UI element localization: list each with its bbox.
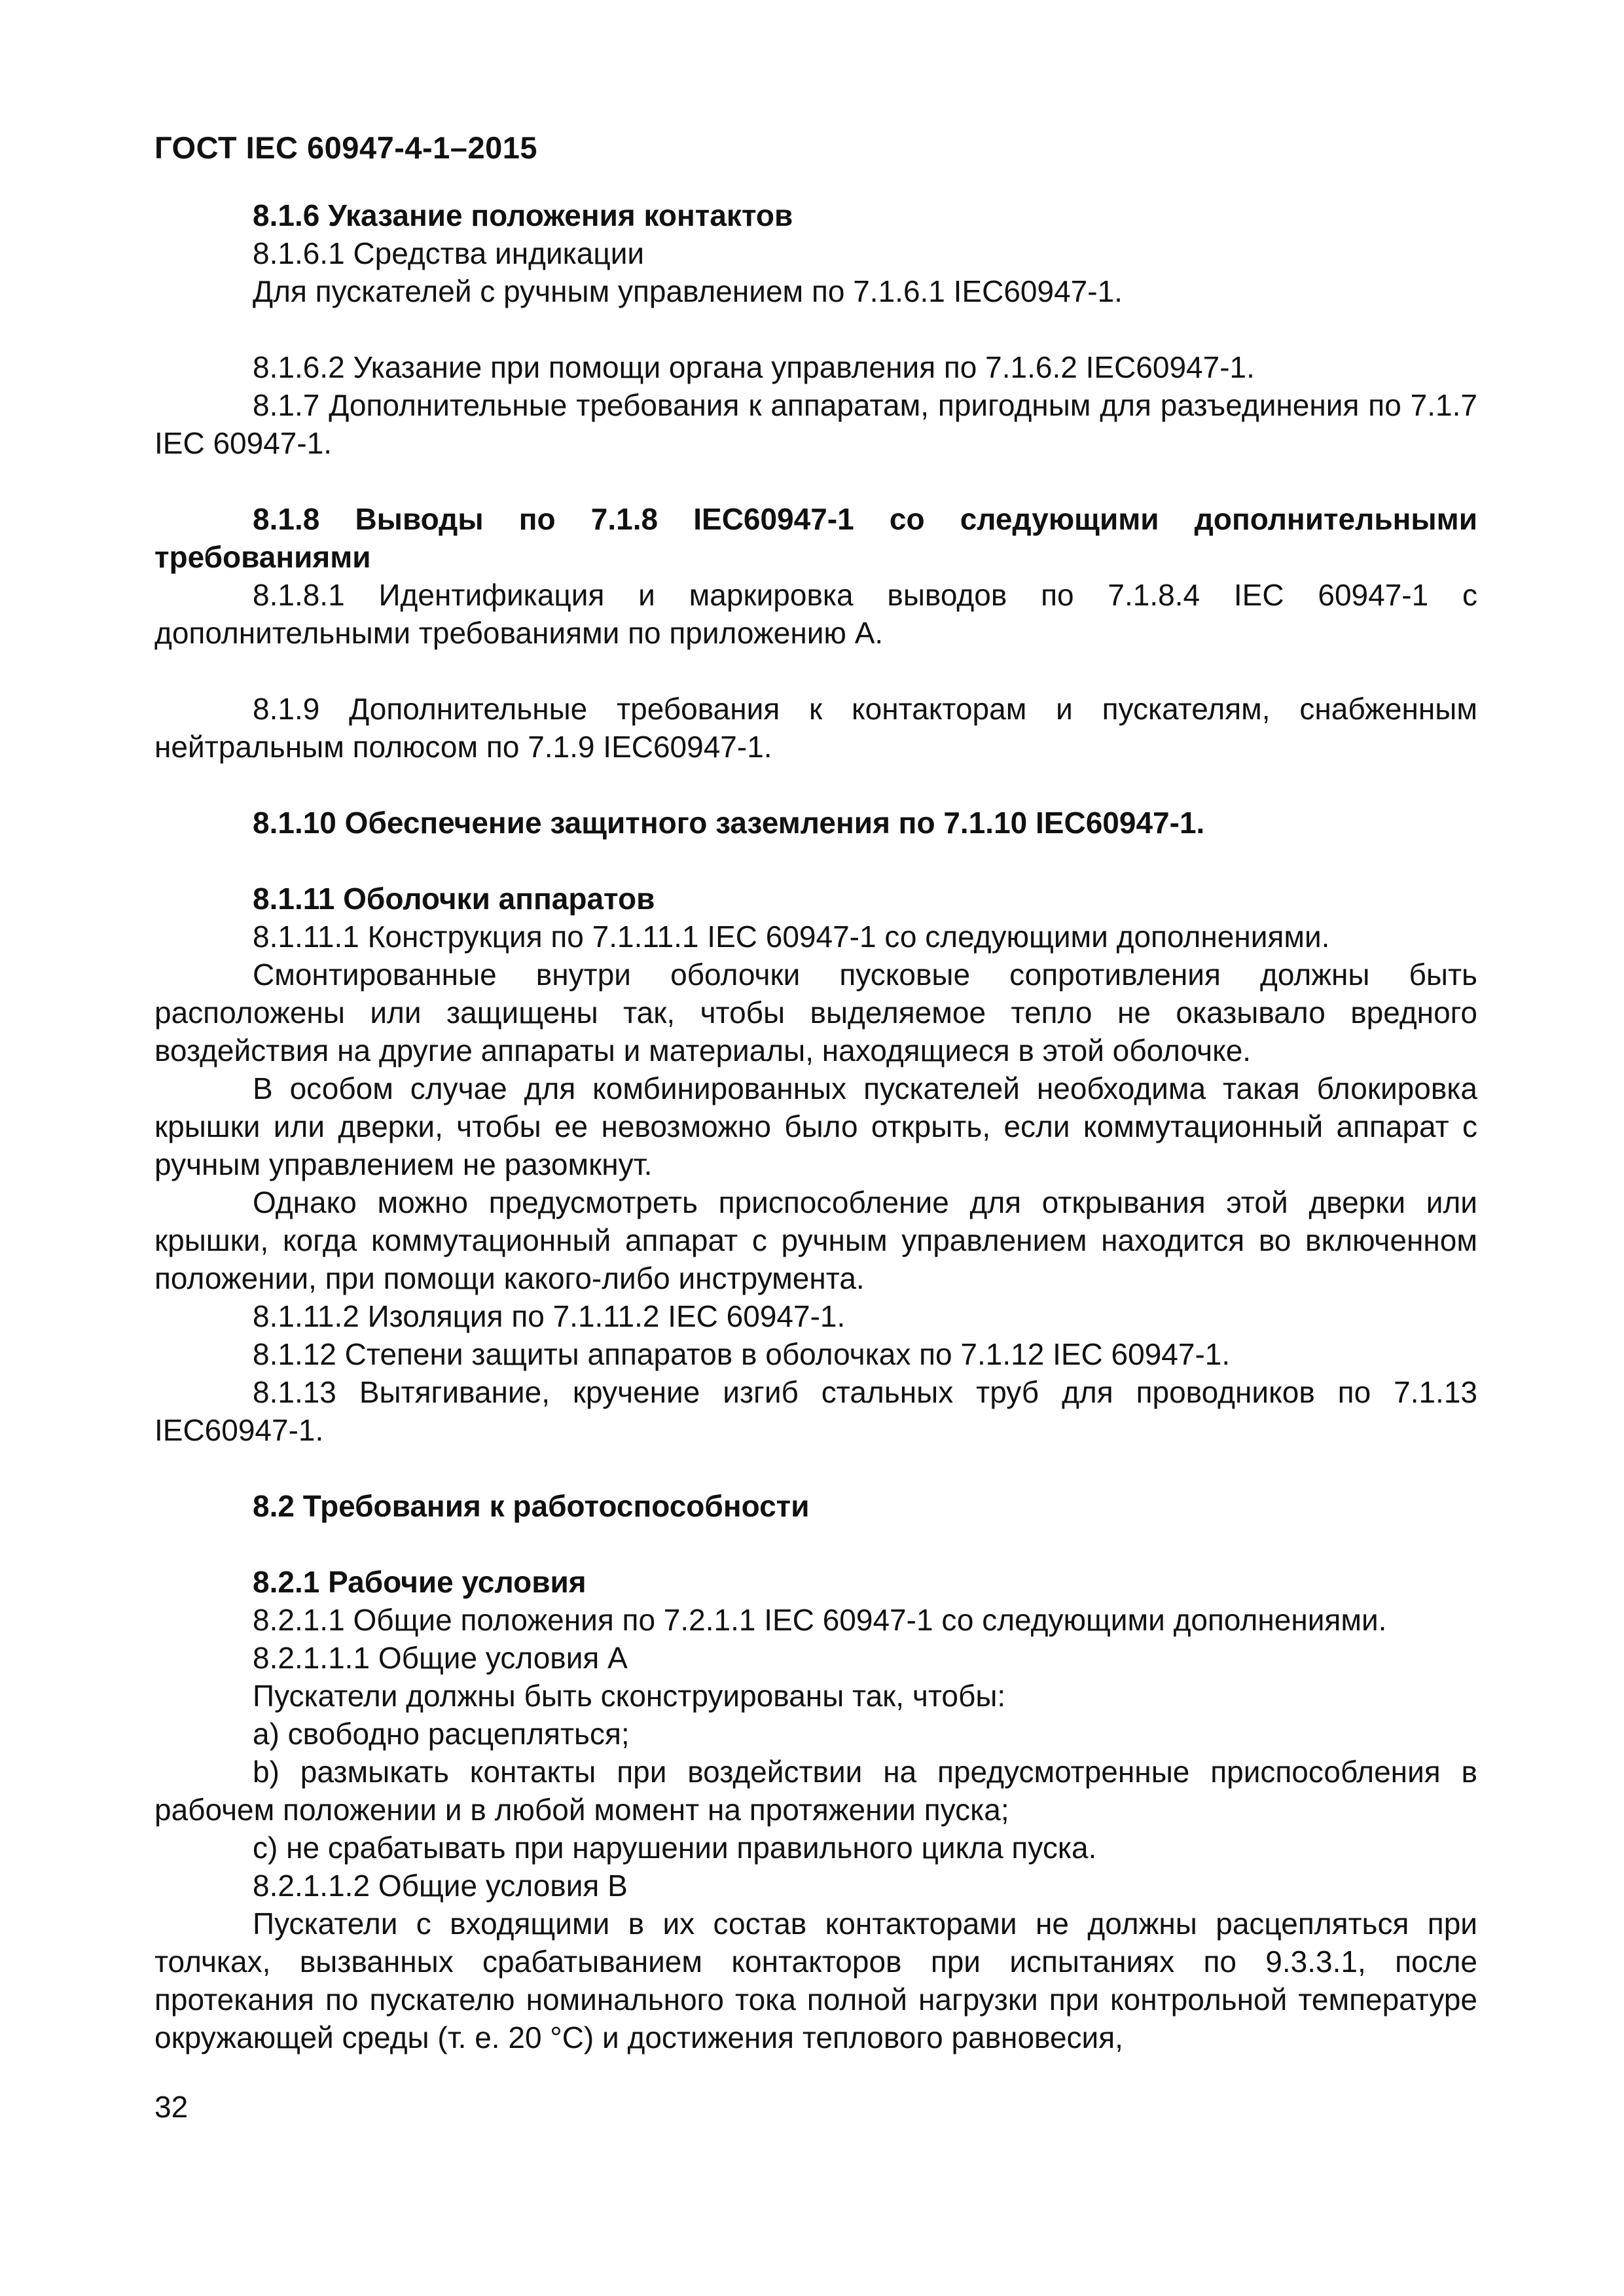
paragraph-gap	[154, 766, 1477, 804]
paragraph: a) свободно расцепляться;	[253, 1717, 630, 1751]
paragraph: 8.1.11.2 Изоляция по 7.1.11.2 IEC 60947-1.	[253, 1299, 846, 1333]
section-heading: 8.1.10 Обеспечение защитного заземления по 7.1.10 IEC60947-1.	[253, 806, 1205, 840]
document-header: ГОСТ IEC 60947-4-1–2015	[154, 130, 538, 165]
paragraph: Смонтированные внутри оболочки пусковые сопротивления должны быть расположены или защищены так, чтобы выделяемое тепло не оказывало вредного воздействия на другие аппараты и материалы, находящиеся в этой оболочке.	[154, 958, 1477, 1067]
paragraph-gap	[154, 310, 1477, 348]
paragraph-gap	[154, 1525, 1477, 1563]
paragraph-gap	[154, 462, 1477, 500]
paragraph: Пускатели должны быть сконструированы так, чтобы:	[253, 1679, 1006, 1713]
paragraph: 8.1.13 Вытягивание, кручение изгиб стальных труб для проводников по 7.1.13 IEC60947-1.	[154, 1375, 1477, 1447]
paragraph: 8.2.1.1.1 Общие условия А	[253, 1641, 628, 1675]
paragraph: В особом случае для комбинированных пускателей необходима такая блокировка крышки или дверки, чтобы ее невозможно было открыть, если коммутационный аппарат с ручным управлением не разомкнут.	[154, 1071, 1477, 1181]
paragraph-gap	[154, 842, 1477, 880]
page-number: 32	[154, 2090, 189, 2124]
paragraph: 8.2.1.1.2 Общие условия В	[253, 1869, 628, 1903]
section-heading: 8.1.8 Выводы по 7.1.8 IEC60947-1 со следующими дополнительными требованиями	[154, 502, 1477, 574]
paragraph-gap	[154, 652, 1477, 690]
paragraph: 8.1.6.2 Указание при помощи органа управления по 7.1.6.2 IEC60947-1.	[253, 350, 1255, 384]
paragraph-gap	[154, 1449, 1477, 1487]
paragraph: Для пускателей с ручным управлением по 7.1.6.1 IEC60947-1.	[253, 274, 1123, 308]
paragraph: 8.1.7 Дополнительные требования к аппаратам, пригодным для разъединения по 7.1.7 IEC 60947-1.	[154, 388, 1477, 460]
paragraph: Однако можно предусмотреть приспособление для открывания этой дверки или крышки, когда коммутационный аппарат с ручным управлением находится во включенном положении, при помощи какого-либо инструмента.	[154, 1185, 1477, 1295]
section-heading: 8.2.1 Рабочие условия	[253, 1565, 586, 1599]
paragraph: 8.2.1.1 Общие положения по 7.2.1.1 IEC 60947-1 со следующими дополнениями.	[253, 1603, 1387, 1637]
paragraph: b) размыкать контакты при воздействии на предусмотренные приспособления в рабочем положении и в любой момент на протяжении пуска;	[154, 1755, 1477, 1827]
paragraph: 8.1.11.1 Конструкция по 7.1.11.1 IEC 60947-1 со следующими дополнениями.	[253, 920, 1330, 954]
paragraph: c) не срабатывать при нарушении правильного цикла пуска.	[253, 1831, 1097, 1865]
paragraph: 8.1.8.1 Идентификация и маркировка выводов по 7.1.8.4 IEC 60947-1 с дополнительными требованиями по приложению А.	[154, 578, 1477, 650]
section-heading: 8.1.11 Оболочки аппаратов	[253, 882, 655, 916]
section-heading: 8.2 Требования к работоспособности	[253, 1489, 810, 1523]
document-body	[154, 196, 1477, 2056]
section-heading: 8.1.6 Указание положения контактов	[253, 198, 793, 232]
paragraph: 8.1.9 Дополнительные требования к контакторам и пускателям, снабженным нейтральным полюсом по 7.1.9 IEC60947-1.	[154, 692, 1477, 764]
paragraph: 8.1.12 Степени защиты аппаратов в оболочках по 7.1.12 IEC 60947-1.	[253, 1337, 1231, 1371]
paragraph: 8.1.6.1 Средства индикации	[253, 236, 645, 270]
paragraph: Пускатели с входящими в их состав контакторами не должны расцепляться при толчках, вызванных срабатыванием контакторов при испытаниях по 9.3.3.1, после протекания по пускателю номинального тока полной нагрузки при контрольной температуре окружающей среды (т. е. 20 °С) и достижения теплового равновесия,	[154, 1907, 1477, 2054]
